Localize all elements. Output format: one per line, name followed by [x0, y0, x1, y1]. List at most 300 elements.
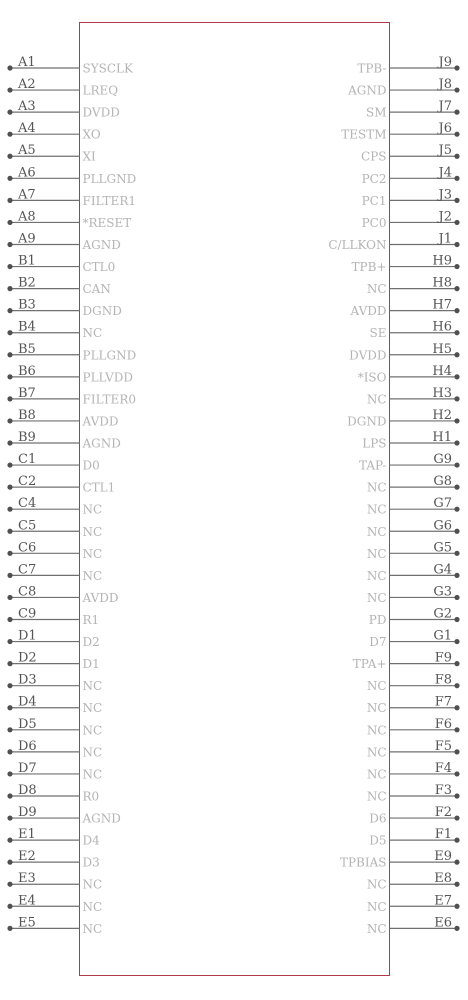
pin-name: AGND: [82, 811, 121, 826]
pin-dot: [7, 440, 12, 445]
pin-name: XO: [82, 127, 101, 142]
right-pin: [367, 761, 460, 782]
pin-number: E3: [18, 871, 36, 887]
pin-number: A2: [18, 77, 36, 93]
pin-number: D7: [18, 760, 37, 776]
pin-name: DGND: [347, 414, 387, 429]
pin-name: PLLGND: [82, 348, 137, 363]
pin-number: H1: [432, 430, 452, 446]
pin-name: PC1: [361, 193, 387, 208]
right-pin: [367, 871, 460, 892]
left-pin: [7, 584, 118, 605]
pin-name: NC: [366, 590, 387, 605]
pin-name: D0: [82, 458, 100, 473]
right-pin: [367, 893, 460, 914]
left-pin: [7, 55, 134, 76]
left-pin: [7, 651, 99, 672]
pin-dot: [454, 617, 459, 622]
pin-number: F9: [434, 650, 452, 666]
pin-dot: [454, 110, 459, 115]
pin-name: TPA+: [352, 657, 387, 672]
left-pin: [7, 871, 102, 892]
pin-number: B1: [18, 253, 36, 269]
pin-number: F8: [434, 672, 452, 688]
pin-name: *RESET: [82, 215, 132, 230]
pin-dot: [7, 374, 12, 379]
right-pin: [362, 165, 460, 186]
left-pin: [7, 276, 110, 297]
pin-number: H5: [432, 341, 452, 357]
pin-number: J2: [438, 209, 452, 225]
right-pin: [369, 607, 460, 628]
right-pin: [357, 55, 459, 76]
pin-name: NC: [366, 282, 387, 297]
pin-number: A3: [18, 99, 36, 115]
pin-name: NC: [366, 524, 387, 539]
pin-name: AGND: [82, 436, 121, 451]
pin-name: FILTER0: [82, 392, 136, 407]
pin-name: TESTM: [341, 127, 387, 142]
pin-name: R0: [82, 789, 100, 804]
pin-number: B2: [18, 275, 36, 291]
pin-name: NC: [82, 701, 103, 716]
component-body: [80, 23, 390, 976]
left-pin: [7, 231, 120, 252]
pin-dot: [7, 617, 12, 622]
pin-name: SE: [369, 326, 387, 341]
pin-name: NC: [82, 723, 103, 738]
pin-number: G8: [433, 474, 452, 490]
pin-name: CPS: [361, 149, 387, 164]
pin-number: B3: [18, 297, 36, 313]
pin-dot: [7, 176, 12, 181]
pin-dot: [7, 330, 12, 335]
right-pin: [367, 673, 460, 694]
right-pin: [369, 629, 459, 650]
left-pin: [7, 364, 133, 385]
pin-number: E6: [434, 915, 452, 931]
left-pin: [7, 320, 102, 341]
right-pin-column: [328, 55, 459, 936]
pin-dot: [7, 507, 12, 512]
pin-dot: [454, 661, 459, 666]
pin-number: B4: [18, 319, 36, 335]
pin-name: D7: [369, 635, 387, 650]
pin-dot: [7, 926, 12, 931]
right-pin: [367, 695, 460, 716]
pin-dot: [454, 749, 459, 754]
pin-dot: [7, 286, 12, 291]
pin-number: E5: [18, 915, 36, 931]
pin-name: D4: [82, 833, 100, 848]
pin-name: CAN: [82, 282, 111, 297]
pin-number: H6: [432, 319, 452, 335]
pin-number: J5: [438, 143, 452, 159]
pin-name: D1: [82, 657, 100, 672]
pin-name: NC: [82, 546, 103, 561]
left-pin: [7, 386, 136, 407]
pin-dot: [454, 352, 459, 357]
pin-dot: [454, 904, 459, 909]
pin-number: C2: [18, 474, 37, 490]
pin-dot: [7, 242, 12, 247]
pin-number: H9: [432, 253, 452, 269]
pin-dot: [454, 771, 459, 776]
pin-name: PD: [368, 613, 387, 627]
pin-name: NC: [366, 502, 387, 517]
pin-name: TPB-: [357, 61, 387, 76]
pin-dot: [454, 815, 459, 820]
left-pin: [7, 298, 121, 319]
pin-name: LREQ: [82, 83, 119, 98]
pin-number: C9: [18, 606, 37, 622]
pin-name: C/LLKON: [328, 237, 387, 252]
right-pin: [367, 739, 460, 760]
pin-number: F3: [434, 782, 452, 798]
left-pin: [7, 629, 99, 650]
right-pin: [367, 915, 460, 936]
right-pin: [341, 121, 459, 142]
pin-dot: [454, 882, 459, 887]
pin-name: NC: [82, 568, 103, 583]
left-pin: [7, 77, 118, 98]
pin-dot: [454, 330, 459, 335]
pin-number: H7: [432, 297, 452, 313]
pin-dot: [7, 904, 12, 909]
pin-dot: [7, 793, 12, 798]
pin-number: J4: [438, 165, 452, 181]
pin-name: NC: [366, 789, 387, 804]
pin-number: B9: [18, 430, 36, 446]
pin-number: A8: [18, 209, 36, 225]
right-pin: [370, 320, 460, 341]
pin-dot: [7, 529, 12, 534]
left-pin: [7, 827, 100, 848]
pin-number: D9: [18, 805, 37, 821]
right-pin: [367, 584, 460, 605]
pin-name: DVDD: [349, 348, 387, 363]
pin-name: NC: [366, 701, 387, 716]
pin-dot: [7, 639, 12, 644]
pin-dot: [7, 132, 12, 137]
pin-name: *ISO: [357, 370, 387, 385]
pin-dot: [7, 352, 12, 357]
left-pin: [7, 165, 136, 186]
pin-number: E9: [434, 849, 452, 865]
pin-name: AVDD: [82, 590, 119, 605]
pin-dot: [7, 749, 12, 754]
pin-number: D5: [18, 716, 37, 732]
pin-dot: [454, 308, 459, 313]
pin-number: J9: [438, 55, 452, 70]
pin-dot: [7, 462, 12, 467]
pin-name: NC: [82, 326, 103, 341]
pin-number: A4: [18, 121, 36, 137]
right-pin: [367, 540, 460, 561]
left-pin: [7, 783, 99, 804]
left-pin: [7, 849, 99, 870]
pin-dot: [454, 595, 459, 600]
pin-name: NC: [366, 723, 387, 738]
pin-dot: [7, 110, 12, 115]
pin-name: AVDD: [350, 304, 387, 319]
left-pin: [7, 673, 102, 694]
pin-dot: [454, 65, 459, 70]
pin-name: NC: [82, 899, 103, 914]
left-pin: [7, 209, 131, 230]
pin-number: D8: [18, 782, 37, 798]
left-pin: [7, 518, 102, 539]
pin-dot: [7, 838, 12, 843]
pin-dot: [7, 264, 12, 269]
left-pin: [7, 761, 102, 782]
pin-number: B8: [18, 407, 36, 423]
left-pin: [7, 187, 136, 208]
pin-dot: [7, 705, 12, 710]
left-pin: [7, 452, 99, 473]
right-pin: [362, 209, 460, 230]
pin-name: PLLGND: [82, 171, 137, 186]
pin-number: H2: [432, 407, 452, 423]
pin-number: G9: [433, 452, 452, 468]
pin-number: J6: [438, 121, 452, 137]
pin-name: D3: [82, 855, 100, 870]
pin-number: H4: [432, 363, 452, 379]
pin-number: E7: [434, 893, 452, 909]
pin-number: F7: [434, 694, 452, 710]
pin-dot: [7, 683, 12, 688]
pin-dot: [7, 418, 12, 423]
pin-name: SM: [365, 105, 387, 120]
pin-number: A1: [18, 55, 36, 70]
pin-dot: [454, 838, 459, 843]
pin-number: G1: [433, 628, 452, 644]
pin-name: NC: [82, 524, 103, 539]
pin-number: E1: [18, 827, 36, 843]
pin-number: B7: [18, 385, 36, 401]
pin-dot: [7, 771, 12, 776]
left-pin: [7, 893, 102, 914]
right-pin: [358, 364, 460, 385]
pin-name: D6: [369, 811, 387, 826]
left-pin: [7, 496, 102, 517]
pin-dot: [7, 396, 12, 401]
left-pin: [7, 739, 102, 760]
pin-dot: [454, 396, 459, 401]
right-pin: [367, 717, 460, 738]
pin-number: E4: [18, 893, 36, 909]
pin-number: J1: [438, 231, 452, 247]
pin-dot: [7, 154, 12, 159]
pin-number: A5: [18, 143, 36, 159]
pin-name: NC: [366, 899, 387, 914]
pin-number: C5: [18, 518, 37, 534]
pin-number: J7: [438, 99, 452, 115]
pin-dot: [7, 595, 12, 600]
left-pin: [7, 474, 115, 495]
pin-number: C7: [18, 562, 37, 578]
pin-number: E8: [434, 871, 452, 887]
pin-dot: [7, 860, 12, 865]
pin-name: XI: [82, 149, 96, 164]
left-pin: [7, 99, 119, 120]
pin-dot: [454, 793, 459, 798]
pin-dot: [454, 374, 459, 379]
pin-name: NC: [366, 679, 387, 694]
left-pin: [7, 408, 118, 429]
pin-name: AGND: [348, 83, 387, 98]
pin-dot: [454, 132, 459, 137]
pin-number: F6: [434, 716, 452, 732]
pin-dot: [454, 683, 459, 688]
pin-name: NC: [366, 921, 387, 936]
right-pin: [359, 452, 460, 473]
left-pin: [7, 342, 136, 363]
right-pin: [347, 77, 459, 98]
pin-number: G2: [433, 606, 452, 622]
pin-name: LPS: [362, 436, 387, 451]
left-pin: [7, 562, 102, 583]
pin-number: H8: [432, 275, 452, 291]
pin-number: D3: [18, 672, 37, 688]
pin-number: F2: [434, 805, 452, 821]
pin-number: G7: [433, 496, 452, 512]
right-pin: [352, 254, 460, 275]
pin-name: FILTER1: [82, 193, 136, 208]
right-pin: [367, 518, 460, 539]
pin-name: PLLVDD: [82, 370, 133, 385]
pin-name: AVDD: [82, 414, 119, 429]
pin-name: TPBIAS: [339, 855, 387, 870]
right-pin: [367, 276, 460, 297]
right-pin: [367, 783, 460, 804]
pin-number: E2: [18, 849, 36, 865]
pin-number: D2: [18, 650, 37, 666]
pin-number: A6: [18, 165, 36, 181]
right-pin: [361, 143, 460, 164]
pin-name: DGND: [82, 304, 122, 319]
right-pin: [362, 187, 460, 208]
pin-name: NC: [366, 745, 387, 760]
pin-number: H3: [432, 385, 452, 401]
pin-dot: [454, 705, 459, 710]
left-pin: [7, 143, 96, 164]
left-pin: [7, 540, 102, 561]
pin-name: NC: [366, 767, 387, 782]
pin-name: D5: [369, 833, 387, 848]
pin-number: C6: [18, 540, 37, 556]
left-pin-column: [7, 55, 136, 936]
pin-dot: [7, 573, 12, 578]
left-pin: [7, 717, 102, 738]
pin-name: CTL0: [82, 260, 116, 275]
right-pin: [350, 298, 460, 319]
pin-number: G5: [433, 540, 452, 556]
pin-number: F4: [434, 760, 452, 776]
pin-number: G6: [433, 518, 452, 534]
pin-dot: [454, 551, 459, 556]
right-pin: [369, 805, 459, 826]
right-pin: [353, 651, 460, 672]
pin-name: NC: [82, 921, 103, 936]
pin-dot: [454, 220, 459, 225]
pin-name: DVDD: [82, 105, 120, 120]
left-pin: [7, 430, 120, 451]
pin-name: NC: [82, 767, 103, 782]
pin-name: AGND: [82, 237, 121, 252]
pin-dot: [454, 242, 459, 247]
right-pin: [369, 827, 459, 848]
pin-dot: [7, 551, 12, 556]
pin-number: F1: [434, 827, 452, 843]
pin-name: NC: [82, 745, 103, 760]
pin-dot: [454, 926, 459, 931]
left-pin: [7, 695, 102, 716]
pin-dot: [7, 65, 12, 70]
pin-number: D1: [18, 628, 37, 644]
pin-dot: [7, 308, 12, 313]
pin-dot: [454, 462, 459, 467]
left-pin: [7, 121, 100, 142]
pin-name: PC2: [361, 171, 387, 186]
pin-name: NC: [366, 546, 387, 561]
pin-dot: [454, 198, 459, 203]
pin-dot: [454, 529, 459, 534]
pin-dot: [7, 220, 12, 225]
pin-name: NC: [366, 480, 387, 495]
pin-number: J8: [438, 77, 452, 93]
pin-dot: [454, 264, 459, 269]
pin-dot: [454, 573, 459, 578]
left-pin: [7, 254, 115, 275]
pin-dot: [7, 727, 12, 732]
pin-name: R1: [82, 613, 100, 627]
pin-name: NC: [82, 877, 103, 892]
pin-dot: [7, 815, 12, 820]
pin-name: NC: [82, 679, 103, 694]
pin-dot: [454, 440, 459, 445]
pin-dot: [454, 860, 459, 865]
pin-number: A7: [18, 187, 36, 203]
pin-name: CTL1: [82, 480, 116, 495]
pin-name: D2: [82, 635, 100, 650]
pin-dot: [7, 882, 12, 887]
pin-dot: [454, 507, 459, 512]
right-pin: [362, 430, 459, 451]
pin-dot: [454, 154, 459, 159]
pin-dot: [7, 485, 12, 490]
right-pin: [349, 342, 459, 363]
pin-dot: [454, 176, 459, 181]
pin-number: D6: [18, 738, 37, 754]
pin-dot: [7, 198, 12, 203]
right-pin: [328, 231, 459, 252]
pin-name: TPB+: [351, 260, 387, 275]
pin-number: G4: [433, 562, 452, 578]
pin-number: F5: [434, 738, 452, 754]
pin-dot: [454, 727, 459, 732]
right-pin: [367, 496, 460, 517]
pin-dot: [454, 485, 459, 490]
left-pin: [7, 607, 99, 628]
right-pin: [340, 849, 460, 870]
pin-number: D4: [18, 694, 37, 710]
right-pin: [367, 386, 460, 407]
pin-dot: [454, 418, 459, 423]
pin-number: B5: [18, 341, 36, 357]
pin-name: SYSCLK: [82, 61, 133, 76]
pin-name: NC: [366, 392, 387, 407]
